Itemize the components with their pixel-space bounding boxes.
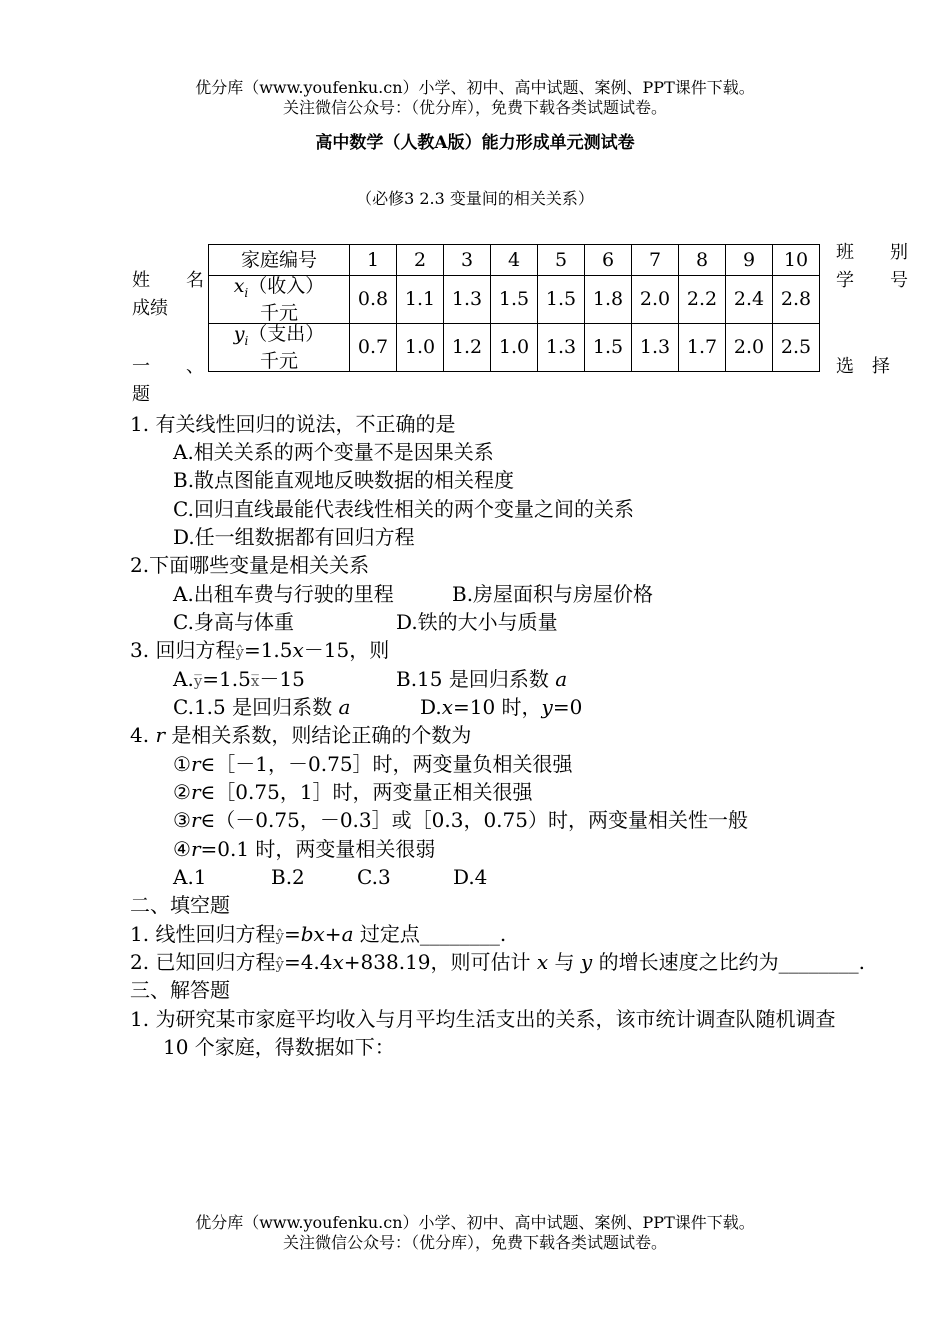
table-header-cell: 7 <box>632 245 679 276</box>
table-cell: 2.8 <box>773 276 820 324</box>
q2-option-a: A.出租车费与行驶的里程 <box>173 582 394 606</box>
q4-o4-pre: ④ <box>173 837 191 861</box>
q4-o3-post: ∈（－0.75，－0.3］或［0.3，0.75）时，两变量相关性一般 <box>200 808 748 832</box>
q4-option-a: A.1 <box>173 865 207 889</box>
q4-option-d: D.4 <box>453 865 488 889</box>
class-label: 班 别 <box>836 242 908 263</box>
table-cell: 2.0 <box>726 323 773 371</box>
income-row-label <box>209 276 350 324</box>
y-hat-symbol: ŷ <box>275 955 284 973</box>
income-var: x <box>233 275 245 297</box>
table-header-cell: 6 <box>585 245 632 276</box>
q3-option-b <box>396 665 567 693</box>
table-cell: 1.0 <box>491 323 538 371</box>
q3-b-pre: B.15 是回归系数 <box>396 667 556 691</box>
page-footer-line1: 优分库（www.youfenku.cn）小学、初中、高中试题、案例、PPT课件下载。 <box>195 1213 755 1232</box>
table-cell: 1.8 <box>585 276 632 324</box>
problem-1-line2: 10 个家庭，得数据如下： <box>163 1035 395 1059</box>
table-cell: 1.0 <box>397 323 444 371</box>
q4-o1-pre: ① <box>173 752 191 776</box>
q3-option-d <box>420 693 582 721</box>
q4-o2-pre: ② <box>173 780 191 804</box>
x-bar-symbol: x̅ <box>250 672 260 690</box>
q4-statement-1 <box>173 750 573 778</box>
q3-stem-x: x <box>292 638 304 662</box>
f2-post: 的增长速度之比约为________. <box>592 950 865 974</box>
q2-option-c: C.身高与体重 <box>173 610 294 634</box>
f1-post: 过定点________. <box>353 922 507 946</box>
table-header-cell: 10 <box>773 245 820 276</box>
q3-a-post: －15 <box>259 667 305 691</box>
q3-a-pre: A. <box>173 667 194 691</box>
q4-o3-pre: ③ <box>173 808 191 832</box>
q4-stem <box>130 721 471 749</box>
q4-o1-post: ∈［－1，－0.75］时，两变量负相关很强 <box>200 752 573 776</box>
q4-o2-post: ∈［0.75，1］时，两变量正相关很强 <box>200 780 533 804</box>
section1-label-b: 题 <box>132 384 150 405</box>
household-data-table <box>208 244 820 372</box>
q2-option-d: D.铁的大小与质量 <box>396 610 558 634</box>
y-bar-symbol: y̅ <box>193 672 203 690</box>
q1-option-a: A.相关关系的两个变量不是因果关系 <box>173 440 494 464</box>
table-header-cell: 8 <box>679 245 726 276</box>
f1-a: a <box>341 922 354 946</box>
q4-o3-r: r <box>190 808 201 832</box>
table-cell: 1.5 <box>585 323 632 371</box>
q4-o2-r: r <box>190 780 201 804</box>
y-hat-symbol: ŷ <box>235 643 244 661</box>
section3-title: 三、解答题 <box>130 978 230 1002</box>
table-header-cell: 2 <box>397 245 444 276</box>
q4-o4-post: =0.1 时，两变量相关很弱 <box>200 837 436 861</box>
fill-question-2 <box>130 948 865 978</box>
q4-stem-pre: 4. <box>130 723 156 747</box>
q3-option-a <box>173 665 305 695</box>
page-header-line1: 优分库（www.youfenku.cn）小学、初中、高中试题、案例、PPT课件下载。 <box>195 78 755 97</box>
f2-mid: +838.19，则可估计 <box>343 950 537 974</box>
q3-d-y: y <box>541 695 553 719</box>
page-footer-line2: 关注微信公众号：（优分库），免费下载各类试题试卷。 <box>282 1233 667 1252</box>
q3-stem-pre: 3. 回归方程 <box>130 638 236 662</box>
table-cell: 1.5 <box>491 276 538 324</box>
q1-stem: 1. 有关线性回归的说法，不正确的是 <box>130 412 456 436</box>
section1-label-a: 一 、 <box>132 356 204 377</box>
table-header-cell: 4 <box>491 245 538 276</box>
problem-1-line1: 1. 为研究某市家庭平均收入与月平均生活支出的关系，该市统计调查队随机调查 <box>130 1007 836 1031</box>
q4-statement-3 <box>173 806 748 834</box>
f2-y: y <box>580 950 593 974</box>
q3-a-mid: =1.5 <box>202 667 251 691</box>
q3-c-var: a <box>338 695 351 719</box>
f2-x: x <box>332 950 344 974</box>
section2-title: 二、填空题 <box>130 893 230 917</box>
table-cell: 0.7 <box>350 323 397 371</box>
table-cell: 1.3 <box>538 323 585 371</box>
q2-option-b: B.房屋面积与房屋价格 <box>452 582 654 606</box>
table-header-cell: 5 <box>538 245 585 276</box>
table-row-expense <box>209 323 820 371</box>
page-title: 高中数学（人教A版）能力形成单元测试卷 <box>315 133 635 153</box>
f2-mid2: 与 <box>548 950 581 974</box>
q4-statement-4 <box>173 835 435 863</box>
table-cell: 1.3 <box>632 323 679 371</box>
table-header-row <box>209 245 820 276</box>
q4-option-b: B.2 <box>271 865 305 889</box>
y-hat-symbol: ŷ <box>275 927 284 945</box>
table-cell: 1.5 <box>538 276 585 324</box>
table-header-cell: 家庭编号 <box>209 245 350 276</box>
f1-plus: + <box>324 922 342 946</box>
q3-stem-post: －15，则 <box>303 638 390 662</box>
q1-option-d: D.任一组数据都有回归方程 <box>173 525 415 549</box>
q3-d-x: x <box>441 695 453 719</box>
q3-d-post: =0 <box>552 695 583 719</box>
table-header-cell: 9 <box>726 245 773 276</box>
q3-d-mid: =10 时， <box>452 695 542 719</box>
q3-stem <box>130 636 389 666</box>
table-cell: 1.1 <box>397 276 444 324</box>
expense-row-label <box>209 323 350 371</box>
page-subtitle: （必修3 2.3 变量间的相关关系） <box>356 189 594 208</box>
q4-stem-post: 是相关系数，则结论正确的个数为 <box>165 723 472 747</box>
table-cell: 2.2 <box>679 276 726 324</box>
q3-b-var: a <box>555 667 568 691</box>
table-cell: 2.0 <box>632 276 679 324</box>
name-label: 姓 名 <box>132 270 204 291</box>
table-cell: 1.7 <box>679 323 726 371</box>
q1-option-c: C.回归直线最能代表线性相关的两个变量之间的关系 <box>173 497 634 521</box>
f1-pre: 1. 线性回归方程 <box>130 922 276 946</box>
income-unit: 千元 <box>259 301 298 324</box>
table-cell: 1.3 <box>444 276 491 324</box>
q4-o1-r: r <box>190 752 201 776</box>
q1-option-b: B.散点图能直观地反映数据的相关程度 <box>173 468 515 492</box>
table-cell: 1.2 <box>444 323 491 371</box>
f2-pre: 2. 已知回归方程 <box>130 950 276 974</box>
q2-stem: 2.下面哪些变量是相关关系 <box>130 553 370 577</box>
q3-stem-eq: =1.5 <box>243 638 293 662</box>
q3-d-pre: D. <box>420 695 442 719</box>
section1-label-right: 选 择 <box>836 356 890 377</box>
expense-sub: i <box>244 333 249 348</box>
q4-statement-2 <box>173 778 533 806</box>
expense-var: y <box>233 322 245 345</box>
table-cell: 2.4 <box>726 276 773 324</box>
q4-option-c: C.3 <box>357 865 391 889</box>
student-id-label: 学 号 <box>836 270 908 291</box>
expense-label-text: （支出） <box>248 322 325 345</box>
table-cell: 0.8 <box>350 276 397 324</box>
q4-o4-r: r <box>190 837 201 861</box>
income-sub: i <box>244 285 249 300</box>
q4-stem-r: r <box>155 723 166 747</box>
f1-b: bx <box>300 922 325 946</box>
table-row-income <box>209 276 820 324</box>
expense-unit: 千元 <box>259 349 298 372</box>
table-header-cell: 3 <box>444 245 491 276</box>
income-label-text: （收入） <box>248 275 325 297</box>
score-label: 成绩 <box>132 298 168 319</box>
q3-c-pre: C.1.5 是回归系数 <box>173 695 339 719</box>
page-header-line2: 关注微信公众号：（优分库），免费下载各类试题试卷。 <box>282 98 667 117</box>
q3-option-c <box>173 693 350 721</box>
fill-question-1 <box>130 920 506 950</box>
f2-eq: =4.4 <box>283 950 333 974</box>
table-header-cell: 1 <box>350 245 397 276</box>
f2-x2: x <box>536 950 549 974</box>
f1-eq: = <box>283 922 301 946</box>
table-cell: 2.5 <box>773 323 820 371</box>
